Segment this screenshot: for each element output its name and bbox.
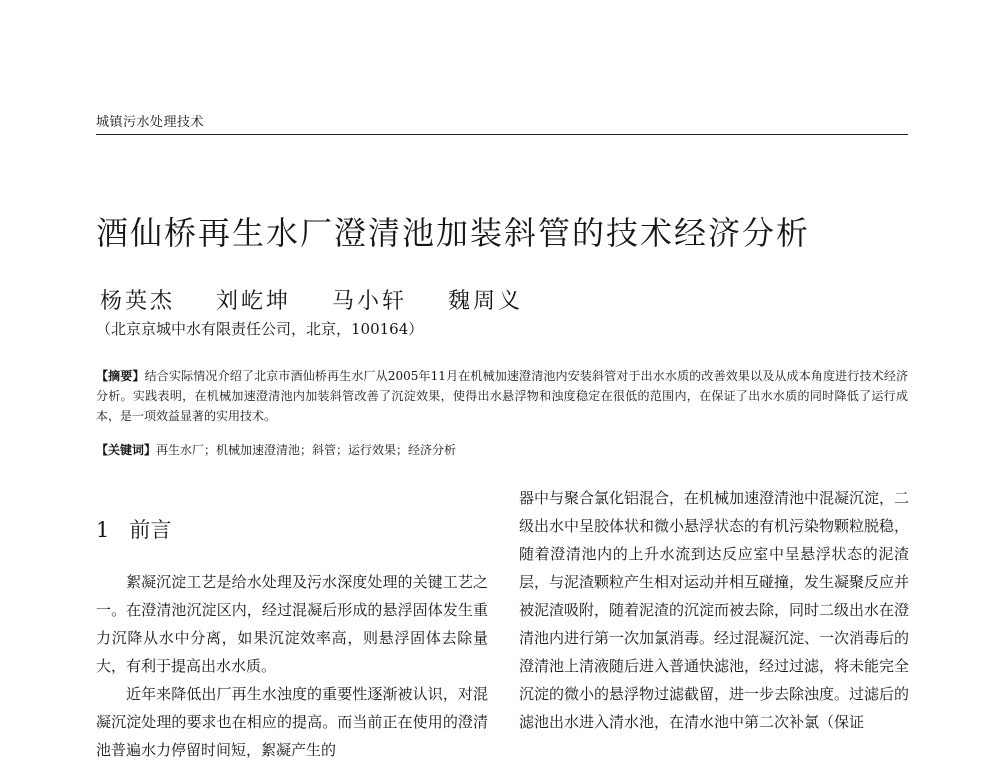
right-column: [519, 484, 909, 736]
paragraph-1: 絮凝沉淀工艺是给水处理及污水深度处理的关键工艺之一。在澄清池沉淀区内，经过混凝后形成的悬浮固体发生重力沉降从水中分离，如果沉淀效率高，则悬浮固体去除量大，有利于提高出水水质。: [96, 573, 488, 675]
header-rule: [96, 134, 908, 135]
author-4: 魏周义: [448, 289, 524, 314]
abstract: [96, 366, 908, 426]
author-list: [100, 284, 557, 315]
keywords-text: 再生水厂；机械加速澄清池；斜管；运行效果；经济分析: [156, 443, 457, 457]
paragraph-2: 近年来降低出厂再生水浊度的重要性逐渐被认识，对混凝沉淀处理的要求也在相应的提高。而当前正在使用的澄清池普遍水力停留时间短，絮凝产生的: [96, 685, 488, 759]
right-column-paragraph: 器中与聚合氯化铝混合，在机械加速澄清池中混凝沉淀，二级出水中呈胶体状和微小悬浮状态的有机污染物颗粒脱稳，随着澄清池内的上升水流到达反应室中呈悬浮状态的泥渣层，与泥渣颗粒产生相对运动并相互碰撞，发生凝聚反应并被泥渣吸附，随着泥渣的沉淀而被去除，同时二级出水在澄清池内进行第一次加氯消毒。经过混凝沉淀、一次消毒后的澄清池上清液随后进入普通快滤池，经过过滤，将未能完全沉淀的微小的悬浮物过滤截留，进一步去除浊度。过滤后的滤池出水进入清水池，在清水池中第二次补氯（保证: [519, 489, 910, 731]
running-head: 城镇污水处理技术: [96, 115, 205, 130]
author-2: 刘屹坤: [216, 289, 292, 314]
abstract-text: 结合实际情况介绍了北京市酒仙桥再生水厂从2005年11月在机械加速澄清池内安装斜管对于出水水质的改善效果以及从成本角度进行技术经济分析。实践表明，在机械加速澄清池内加装斜管改善了沉淀效果，使得出水悬浮物和浊度稳定在很低的范围内，在保证了出水水质的同时降低了运行成本，是一项效益显著的实用技术。: [96, 369, 908, 423]
author-1: 杨英杰: [100, 289, 176, 314]
article-title: 酒仙桥再生水厂澄清池加装斜管的技术经济分析: [96, 214, 811, 252]
abstract-label: 【摘要】: [96, 369, 145, 383]
author-3: 马小轩: [332, 289, 408, 314]
section-title: 前言: [129, 518, 172, 542]
keywords: [96, 440, 908, 460]
keywords-label: 【关键词】: [96, 443, 157, 457]
left-column: [96, 568, 488, 764]
section-number: 1: [96, 518, 110, 542]
affiliation: （北京京城中水有限责任公司，北京，100164）: [96, 320, 424, 338]
section-heading: [96, 514, 171, 544]
